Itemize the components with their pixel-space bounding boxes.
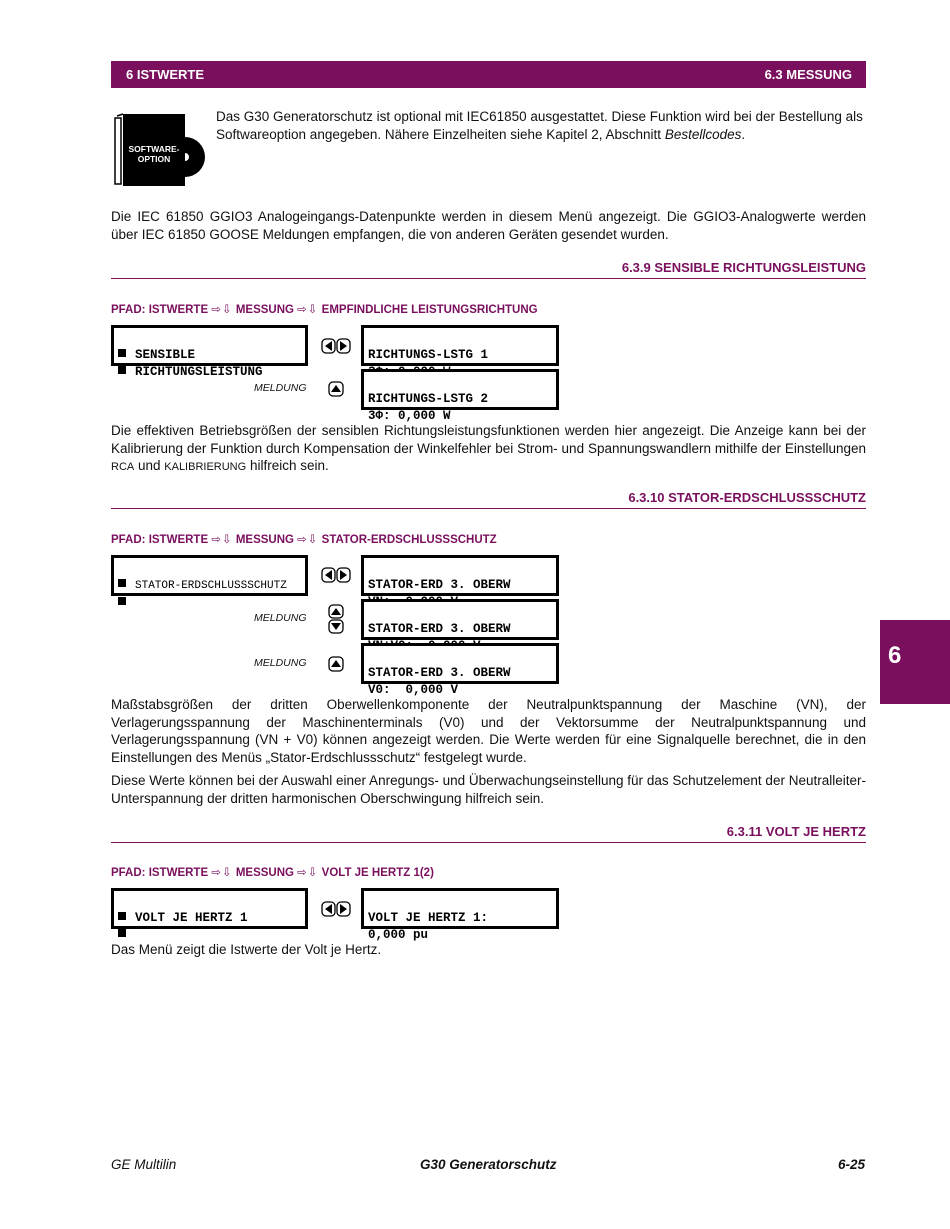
value-display: STATOR-ERD 3. OBERW: [361, 599, 559, 640]
bullet-icon: [118, 366, 126, 374]
left-right-arrows-icon[interactable]: [321, 901, 351, 922]
left-right-arrows-icon[interactable]: [321, 338, 351, 359]
section-heading-vhz: 6.3.11 VOLT JE HERTZ: [111, 824, 866, 843]
arrow-icon: ⇨⇩: [211, 304, 233, 316]
bullet-icon: [118, 929, 126, 937]
chapter-title: 6 ISTWERTE: [126, 67, 205, 82]
arrow-icon: ⇨⇩: [297, 304, 319, 316]
stator-paragraph-2: Diese Werte können bei der Auswahl einer Anregungs- und Überwachungseinstellung für das Schutzelement der Neutralleiter-Unterspannung der dritten harmonischen Oberschwingung hilfreich sein.: [111, 773, 866, 806]
value-display: STATOR-ERD 3. OBERW V0: 0,000 V: [361, 643, 559, 684]
bullet-icon: [118, 597, 126, 605]
menu-header-display[interactable]: SENSIBLE RICHTUNGSLEISTUNG: [111, 325, 308, 366]
value-display: VOLT JE HERTZ 1: 0,000 pu: [361, 888, 559, 929]
bullet-icon: [118, 912, 126, 920]
chapter-side-tab: 6: [880, 620, 950, 704]
menu-path-vhz: PFAD: ISTWERTE ⇨⇩ MESSUNG ⇨⇩ VOLT JE HERTZ 1(2): [111, 867, 434, 879]
value-display: STATOR-ERD 3. OBERW: [361, 555, 559, 596]
message-label: MELDUNG: [254, 657, 307, 669]
footer-page-number: 6-25: [838, 1157, 866, 1172]
arrow-icon: ⇨⇩: [211, 867, 233, 879]
menu-header-display[interactable]: VOLT JE HERTZ 1: [111, 888, 308, 929]
software-option-icon-label: SOFTWARE- OPTION: [128, 144, 180, 164]
up-down-arrows-icon[interactable]: [328, 604, 344, 639]
vhz-paragraph: Das Menü zeigt die Istwerte der Volt je Hertz.: [111, 942, 382, 957]
up-arrow-icon[interactable]: [328, 381, 344, 402]
section-title: 6.3 MESSUNG: [764, 67, 852, 82]
sensible-paragraph: Die effektiven Betriebsgrößen der sensiblen Richtungsleistungsfunktionen werden hier angezeigt. Die Anzeige kann bei der Kalibrierung der Funktion durch Kompensation der Winkelfehler bei Strom- und Spannungswandlern mithilfe der Einstellungen RCA und KALIBRIERUNG hilfreich sein.: [111, 423, 866, 473]
menu-path-sensible: PFAD: ISTWERTE ⇨⇩ MESSUNG ⇨⇩ EMPFINDLICHE LEISTUNGSRICHTUNG: [111, 304, 538, 316]
stator-paragraph-1: Maßstabsgrößen der dritten Oberwellenkomponente der Neutralpunktspannung der Maschine (VN), der Verlagerungsspannung der Maschinenterminals (V0) und der Vektorsumme der Neutralpunktspannung und Verlagerungsspannung (VN + V0) können angezeigt werden. Die Werte werden für eine Signalquelle berechnet, die in den Einstellungen des Menüs „Stator-Erdschlussschutz“ festgelegt wurde.: [111, 697, 866, 765]
menu-path-stator: PFAD: ISTWERTE ⇨⇩ MESSUNG ⇨⇩ STATOR-ERDSCHLUSSSCHUTZ: [111, 534, 497, 546]
footer-company: GE Multilin: [111, 1157, 177, 1172]
section-heading-sensible: 6.3.9 SENSIBLE RICHTUNGSLEISTUNG: [111, 260, 866, 279]
software-option-icon: [113, 112, 208, 188]
arrow-icon: ⇨⇩: [297, 534, 319, 546]
value-display: RICHTUNGS-LSTG 1: [361, 325, 559, 366]
menu-header-display[interactable]: STATOR-ERDSCHLUSSSCHUTZ: [111, 555, 308, 596]
bullet-icon: [118, 349, 126, 357]
value-display: RICHTUNGS-LSTG 2 3Φ: 0,000 W: [361, 369, 559, 410]
arrow-icon: ⇨⇩: [211, 534, 233, 546]
intro-paragraph: Die IEC 61850 GGIO3 Analogeingangs-Datenpunkte werden in diesem Menü angezeigt. Die GGIO3-Analogwerte werden über IEC 61850 GOOSE Meldungen empfangen, die von anderen Geräten gesendet wurden.: [111, 209, 866, 242]
message-label: MELDUNG: [254, 382, 307, 394]
left-right-arrows-icon[interactable]: [321, 567, 351, 588]
software-option-text: Das G30 Generatorschutz ist optional mit IEC61850 ausgestattet. Diese Funktion wird bei der Bestellung als Softwareoption angegeben. Nähere Einzelheiten siehe Kapitel 2, Abschnitt Bestellcodes.: [216, 109, 863, 142]
chapter-header-bar: [111, 61, 866, 88]
section-heading-stator: 6.3.10 STATOR-ERDSCHLUSSSCHUTZ: [111, 490, 866, 509]
up-arrow-icon[interactable]: [328, 656, 344, 677]
message-label: MELDUNG: [254, 612, 307, 624]
footer-product: G30 Generatorschutz: [420, 1157, 557, 1172]
arrow-icon: ⇨⇩: [297, 867, 319, 879]
order-codes-reference: Bestellcodes: [664, 126, 742, 142]
bullet-icon: [118, 579, 126, 587]
